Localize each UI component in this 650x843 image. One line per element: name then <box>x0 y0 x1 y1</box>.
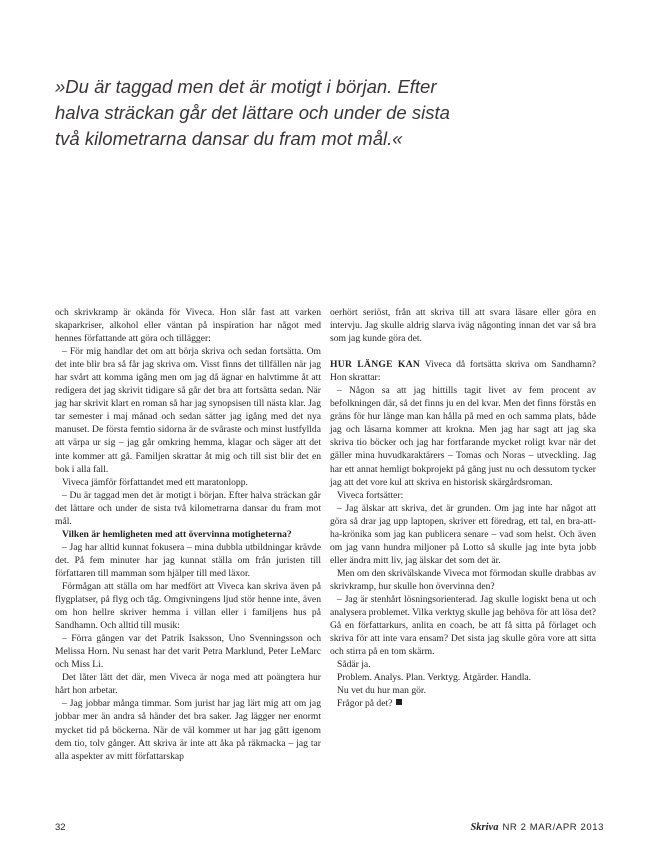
paragraph: Nu vet du hur man gör. <box>337 685 426 697</box>
magazine-name: Skriva <box>470 822 499 833</box>
paragraph: – Du är taggad men det är motigt i början. Efter halva sträckan går det lättare och under de sista två kilometrarna dansar du fram mot mål. <box>55 489 321 527</box>
paragraph: Viveca jämför författandet med ett maratonlopp. <box>62 476 248 488</box>
issue-label: NR 2 MAR/APR 2013 <box>502 822 604 833</box>
paragraph: oerhört seriöst, från att skriva till att svara läsare eller göra en intervju. Jag skulle aldrig slarva iväg någonting innan det var så bra som jag kunde göra det. <box>330 307 596 345</box>
paragraph: Problem. Analys. Plan. Verktyg. Åtgärder. Handla. <box>337 672 532 684</box>
paragraph: Det låter lätt det där, men Viveca är noga med att poängtera hur hårt hon arbetar. <box>55 672 321 697</box>
final-paragraph <box>330 697 596 710</box>
page-footer <box>0 822 650 836</box>
subheading: Vilken är hemligheten med att övervinna motigheterna? <box>62 528 292 540</box>
paragraph: – Förra gången var det Patrik Isaksson, Uno Svenningsson och Melissa Horn. Nu senast har det varit Petra Marklund, Peter LeMarc och Miss Li. <box>55 633 321 671</box>
paragraph: – Jag är stenhårt lösningsorienterad. Jag skulle logiskt bena ut och analysera problemet. Vilka verktyg skulle jag behöva för att lösa det? Gå en författarkurs, anlita en coach, be att få sitta på förlaget och skriva för att inte vara ensam? Det sista jag skulle göra vore att sitta och stirra på en tom skärm. <box>330 593 596 658</box>
left-column <box>55 306 321 763</box>
pull-quote-line: »Du är taggad men det är motigt i början. Efter <box>55 76 437 97</box>
folio <box>470 822 604 833</box>
page-number: 32 <box>55 822 66 833</box>
pull-quote-line: två kilometrarna dansar du fram mot mål.« <box>55 128 403 149</box>
pull-quote-line: halva sträckan går det lättare och under de sista <box>55 102 450 123</box>
end-mark-icon <box>396 699 402 705</box>
paragraph: – Jag har alltid kunnat fokusera – mina dubbla utbildningar krävde det. På fem minuter har jag kunnat ställa om från juristen till författaren till mamman som hjälper till med läxor. <box>55 541 321 579</box>
paragraph: – Någon sa att jag hittills tagit livet av fem procent av befolkningen där, så det finns ju en del kvar. Men det finns förstås en gräns för hur länge man kan hålla på med en och samma plats, både jag och läsarna kommer att krokna. Men jag har sagt att jag ska skriva tio böcker och jag har fortfarande mycket roligt kvar när det gäller mina huvudkaraktärers – Tomas och Noras – utveckling. Jag har ett annat hemligt bokprojekt på gång just nu och dessutom tycker jag att det vore kul att skriva en historisk skärgårdsroman. <box>330 385 596 488</box>
final-paragraph-text: Frågor på det? <box>337 698 393 710</box>
paragraph: – Jag jobbar många timmar. Som jurist har jag lärt mig att om jag jobbar mer än andra så händer det bra saker. Jag lägger ner enormt mycket tid på böckerna. När de väl kommer ut har jag gått igenom dem tio, tolv gånger. Att skriva är inte att åka på räkmacka – jag tar alla aspekter av mitt författarskap <box>55 698 321 762</box>
paragraph: Men om den skrivälskande Viveca mot förmodan skulle drabbas av skrivkramp, hur skulle hon övervinna den? <box>330 567 596 592</box>
section-opening-text: Viveca då fortsätta skriva om Sandhamn? Hon skrattar: <box>330 359 597 384</box>
pull-quote <box>55 74 525 152</box>
right-column <box>330 306 596 710</box>
paragraph: – Jag älskar att skriva, det är grunden. Om jag inte har något att göra så drar jag upp laptopen, skriver ett föredrag, ett tal, en bra-att-ha-krönika som jag kan publicera senare – vad som helst. Och även om jag vann hundra miljoner på Lotto så skulle jag inte byta jobb eller ändra mitt liv, jag älskar det som det är. <box>330 502 596 566</box>
section-kicker: HUR LÄNGE KAN <box>330 359 421 371</box>
section-opening-paragraph <box>330 358 596 384</box>
paragraph: – För mig handlar det om att börja skriva och sedan fortsätta. Om det inte blir bra så får jag skriva om. Visst finns det tillfällen när jag har svårt att komma igång men om jag då ägnar en halvtimme åt att redigera det jag skrivit tidigare så går det bra att fortsätta sedan. När jag har skrivit klart en roman så har jag synopsisen till nästa klar. Jag tar semester i maj månad och sedan sätter jag igång med det nya manuset. De första femtio sidorna är de svåraste och minst lustfyllda att värpa ur sig – jag går omkring hemma, klagar och säger att det inte kommer att gå. Familjen skrattar åt mig och till sist blir det en bok i alla fall. <box>55 346 321 475</box>
paragraph: Viveca fortsätter: <box>337 489 404 501</box>
paragraph: Förmågan att ställa om har medfört att Viveca kan skriva även på flygplatser, på flyg och tåg. Omgivningens ljud stör henne inte, även om hon hellre skriver hemma i villan eller i familjens hus på Sandhamn. Och alltid till musik: <box>55 580 321 632</box>
paragraph: och skrivkramp är okända för Viveca. Hon slår fast att varken skaparkriser, alkohol eller väntan på inspiration har något med hennes författande att göra och tillägger: <box>55 307 321 345</box>
paragraph: Sådär ja. <box>337 659 371 671</box>
